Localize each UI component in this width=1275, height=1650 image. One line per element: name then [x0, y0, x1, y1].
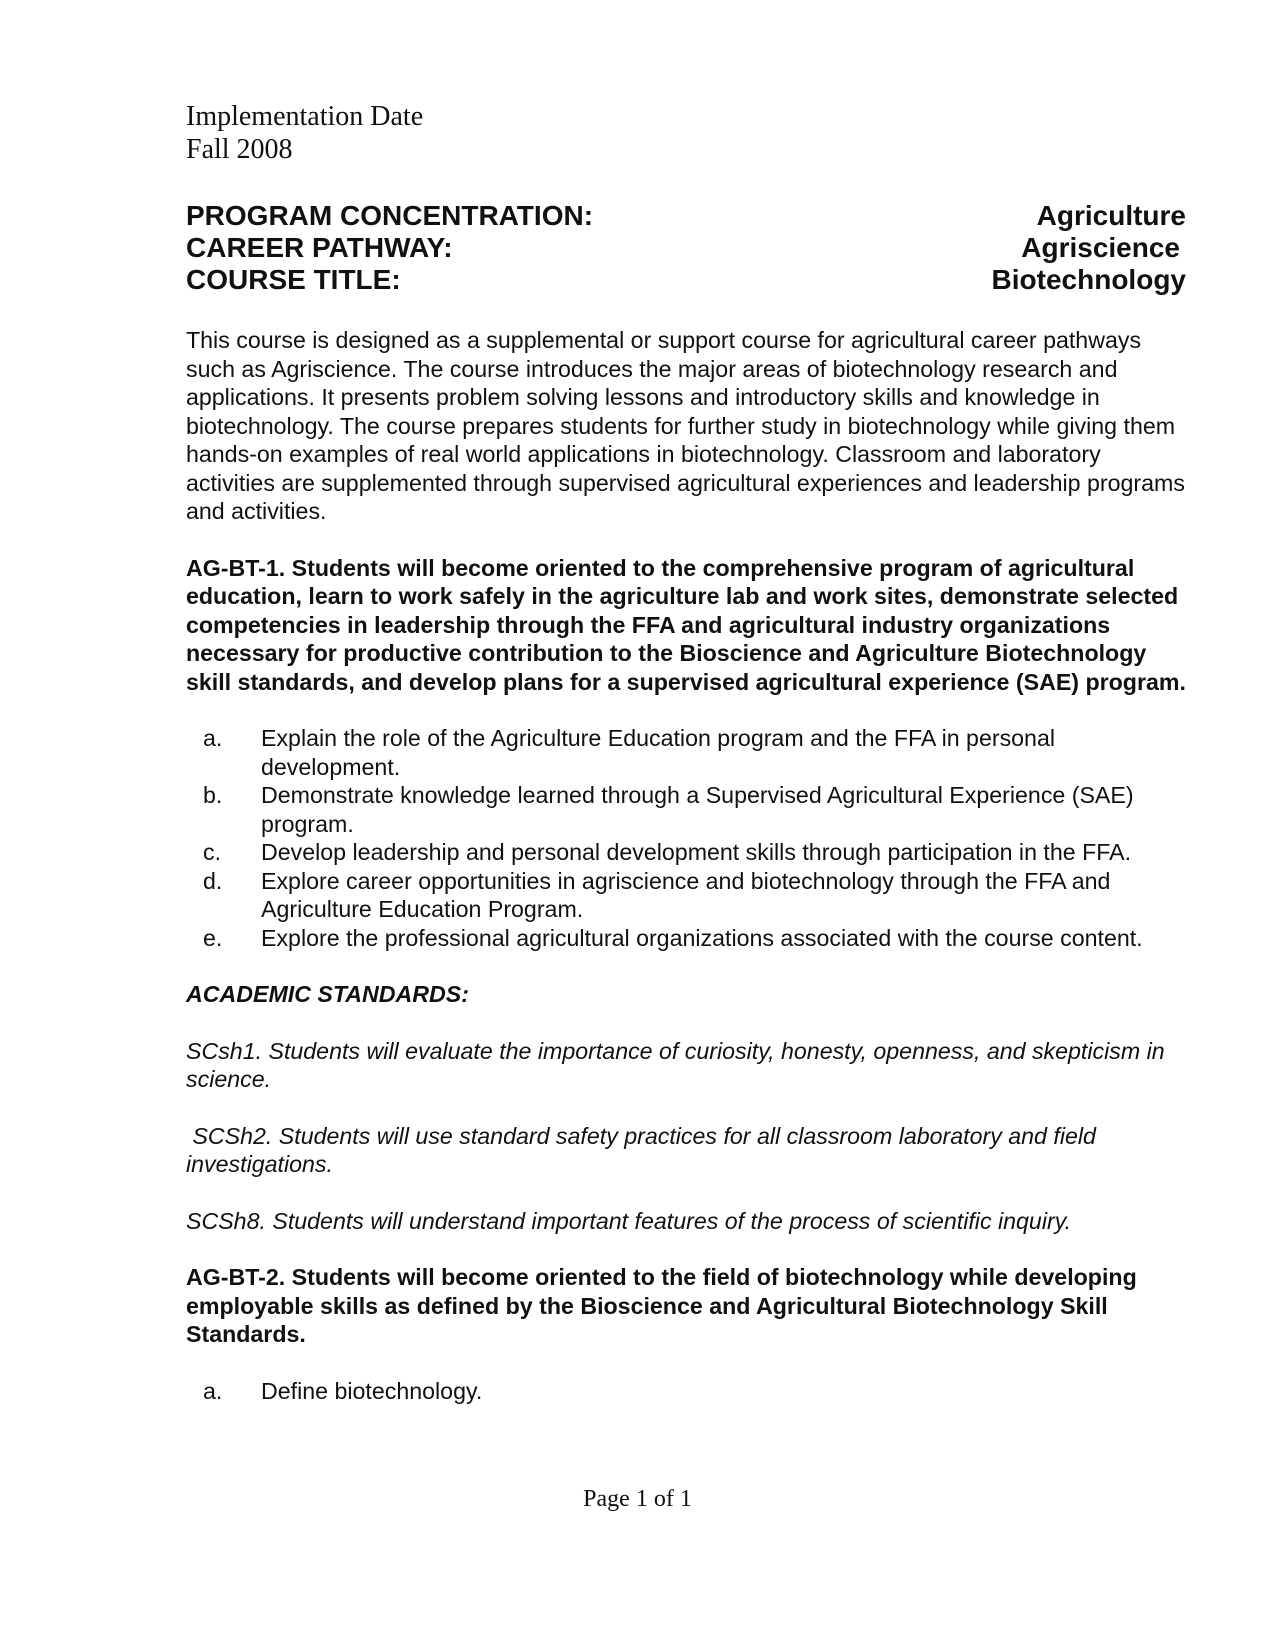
standard-ag-bt-2-title: AG-BT-2. Students will become oriented to the field of biotechnology while developing employable skills as defined by the Bioscience and Agricultural Biotechnology Skill Standards.: [186, 1264, 1137, 1347]
implementation-date-label: Implementation Date: [186, 101, 424, 132]
list-item: [186, 867, 1186, 924]
academic-standard-scsh1: SCsh1. Students will evaluate the importance of curiosity, honesty, openness, and skepticism in science.: [186, 1037, 1165, 1092]
list-item-text: Explain the role of the Agriculture Education program and the FFA in personal development.: [261, 725, 1055, 780]
course-title-value: Biotechnology: [991, 264, 1186, 295]
list-item-text: Demonstrate knowledge learned through a Supervised Agricultural Experience (SAE) program.: [261, 782, 1134, 837]
page-footer: Page 1 of 1: [583, 1486, 692, 1512]
career-pathway-value: Agriscience: [1021, 232, 1180, 263]
list-item-text: Define biotechnology.: [261, 1377, 483, 1404]
list-marker: d.: [203, 867, 223, 894]
career-pathway-row: [186, 232, 1186, 264]
academic-standards-heading: ACADEMIC STANDARDS:: [186, 981, 469, 1007]
program-concentration-value: Agriculture: [1036, 200, 1186, 231]
list-item: [186, 838, 1186, 867]
program-concentration-row: [186, 200, 1186, 232]
academic-standard-scsh2: SCSh2. Students will use standard safety practices for all classroom laboratory and field investigations.: [186, 1122, 1103, 1177]
list-item-text: Explore the professional agricultural organizations associated with the course content.: [261, 924, 1143, 951]
implementation-date-value: Fall 2008: [186, 134, 293, 165]
list-item: [186, 924, 1186, 953]
list-item-text: Develop leadership and personal development skills through participation in the FFA.: [261, 839, 1132, 865]
list-marker: a.: [203, 725, 223, 751]
standard-ag-bt-1-title: AG-BT-1. Students will become oriented to the comprehensive program of agricultural education, learn to work safely in the agriculture lab and work sites, demonstrate selected competencies in leadership through the FFA and agricultural industry organizations necessary for productive contribution to the Bioscience and Agriculture Biotechnology skill standards, and develop plans for a supervised agricultural experience (SAE) program.: [186, 554, 1186, 695]
document-page: [186, 100, 1186, 1405]
course-title-label: COURSE TITLE:: [186, 264, 401, 295]
course-title-row: [186, 264, 1186, 296]
academic-standard-scsh8: SCSh8. Students will understand important features of the process of scientific inquiry.: [186, 1207, 1072, 1234]
list-item: [186, 1377, 1186, 1406]
list-item: [186, 781, 1186, 838]
list-marker: e.: [203, 924, 223, 951]
course-header: [186, 200, 1186, 296]
list-item-text: Explore career opportunities in agriscience and biotechnology through the FFA and Agriculture Education Program.: [261, 867, 1111, 922]
standard-ag-bt-2-elements: [186, 1377, 1186, 1406]
list-marker: b.: [203, 782, 223, 808]
list-marker: a.: [203, 1377, 223, 1404]
list-marker: c.: [203, 839, 222, 865]
program-concentration-label: PROGRAM CONCENTRATION:: [186, 200, 594, 231]
career-pathway-label: CAREER PATHWAY:: [186, 232, 453, 263]
standard-ag-bt-1-elements: [186, 724, 1186, 952]
course-description: This course is designed as a supplemental or support course for agricultural career pathways such as Agriscience. The course introduces the major areas of biotechnology research and applications. It presents problem solving lessons and introductory skills and knowledge in biotechnology. The course prepares students for further study in biotechnology while giving them hands-on examples of real world applications in biotechnology. Classroom and laboratory activities are supplemented through supervised agricultural experiences and leadership programs and activities.: [186, 327, 1185, 524]
list-item: [186, 724, 1186, 781]
